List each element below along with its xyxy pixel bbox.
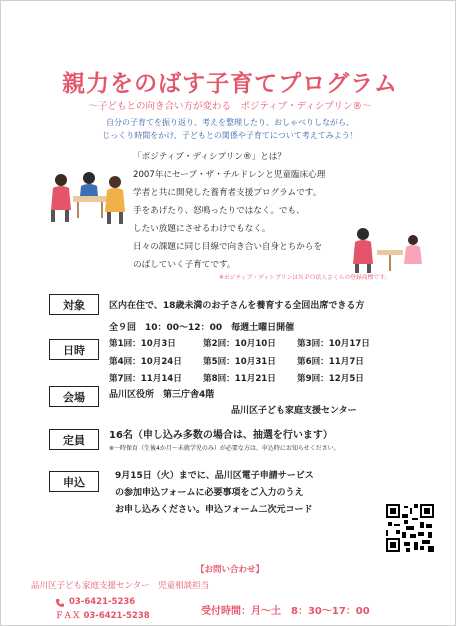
session-date: 第1回：10月3日 <box>109 339 176 349</box>
description-line: のばしていく子育てです。 <box>133 260 236 270</box>
application-line: の参加申込フォームに必要事項をご入力のうえ <box>115 488 304 498</box>
phone-icon <box>55 598 65 608</box>
session-date: 第5回：10月31日 <box>203 356 276 367</box>
session-date: 第7回：11月14日 <box>109 374 182 384</box>
schedule-label: 日時 <box>49 339 99 360</box>
contact-heading: 【お問い合わせ】 <box>195 565 264 575</box>
group-discussion-illustration <box>43 166 131 228</box>
session-date: 第9回：12月5日 <box>297 374 364 384</box>
target-label: 対象 <box>49 294 99 315</box>
contact-phone[interactable]: 03-6421-5236 <box>69 597 136 607</box>
page-title: 親力をのばす子育てプログラム <box>62 71 398 97</box>
description-line: 手をあげたり、怒鳴ったりではなく。でも、 <box>133 206 305 216</box>
trademark-note: ※ポジティブ・ディシプリンはＮＰＯ法人さくらの登録商標です。 <box>219 275 391 281</box>
application-line: 9月15日（火）までに、品川区電子申請サービス <box>115 471 314 481</box>
schedule-row <box>109 354 391 372</box>
capacity-text: 16名（申し込み多数の場合は、抽選を行います） <box>109 430 333 441</box>
session-date: 第8回：11月21日 <box>203 374 276 384</box>
target-text: 区内在住で、18歳未満のお子さんを養育する全回出席できる方 <box>109 301 365 311</box>
capacity-label: 定員 <box>49 429 99 450</box>
description-line: 日々の課題に同じ目線で向き合い自身とちからを <box>133 242 323 252</box>
intro-line: じっくり時間をかけ、子どもとの関係や子育てについて考えてみよう！ <box>102 131 358 140</box>
application-line: お申し込みください。申込フォーム二次元コード <box>115 505 313 515</box>
parent-child-illustration <box>347 224 431 274</box>
schedule-summary: 全９回 10：00～12：00 毎週土曜日開催 <box>109 323 295 333</box>
session-date: 第3回：10月17日 <box>297 339 370 349</box>
childcare-note: ※一時保育（生後4か月～未就学児のみ）が必要な方は、申込時にお知らせください。 <box>109 445 340 452</box>
description-line: 2007年にセーブ・ザ・チルドレンと児童臨床心理 <box>133 170 326 180</box>
venue-center: 品川区子ども家庭支援センター <box>231 406 357 416</box>
description-line: したい放題にさせるわけでもなく。 <box>133 224 271 234</box>
session-date: 第6回：11月7日 <box>297 356 364 367</box>
description-line: 学者と共に開発した養育者支援プログラムです。 <box>133 188 322 198</box>
reception-hours: 受付時間：月～土 8：30～17：00 <box>201 606 370 617</box>
intro-line: 自分の子育てを振り返り、考えを整理したり、おしゃべりしながら、 <box>106 118 354 127</box>
venue-building: 品川区役所 第三庁舎4階 <box>109 390 215 400</box>
contact-fax: ＦＡＸ 03-6421-5238 <box>55 611 150 621</box>
session-date: 第2回：10月10日 <box>203 339 276 349</box>
page-subtitle: ～子どもとの向き合い方が変わる ポジティブ・ディシプリン®～ <box>88 101 372 112</box>
application-qr-code[interactable] <box>386 504 434 552</box>
session-date: 第4回：10月24日 <box>109 356 182 367</box>
contact-organization: 品川区子ども家庭支援センター 児童相談担当 <box>31 581 210 591</box>
description-heading: 「ポジティブ・ディシプリン®」とは？ <box>133 152 286 162</box>
venue-label: 会場 <box>49 386 99 407</box>
schedule-row <box>109 371 391 389</box>
intro-text <box>29 116 431 142</box>
schedule-row <box>109 336 391 354</box>
schedule-table <box>109 336 391 389</box>
flyer-content <box>29 41 431 621</box>
application-label: 申込 <box>49 471 99 492</box>
